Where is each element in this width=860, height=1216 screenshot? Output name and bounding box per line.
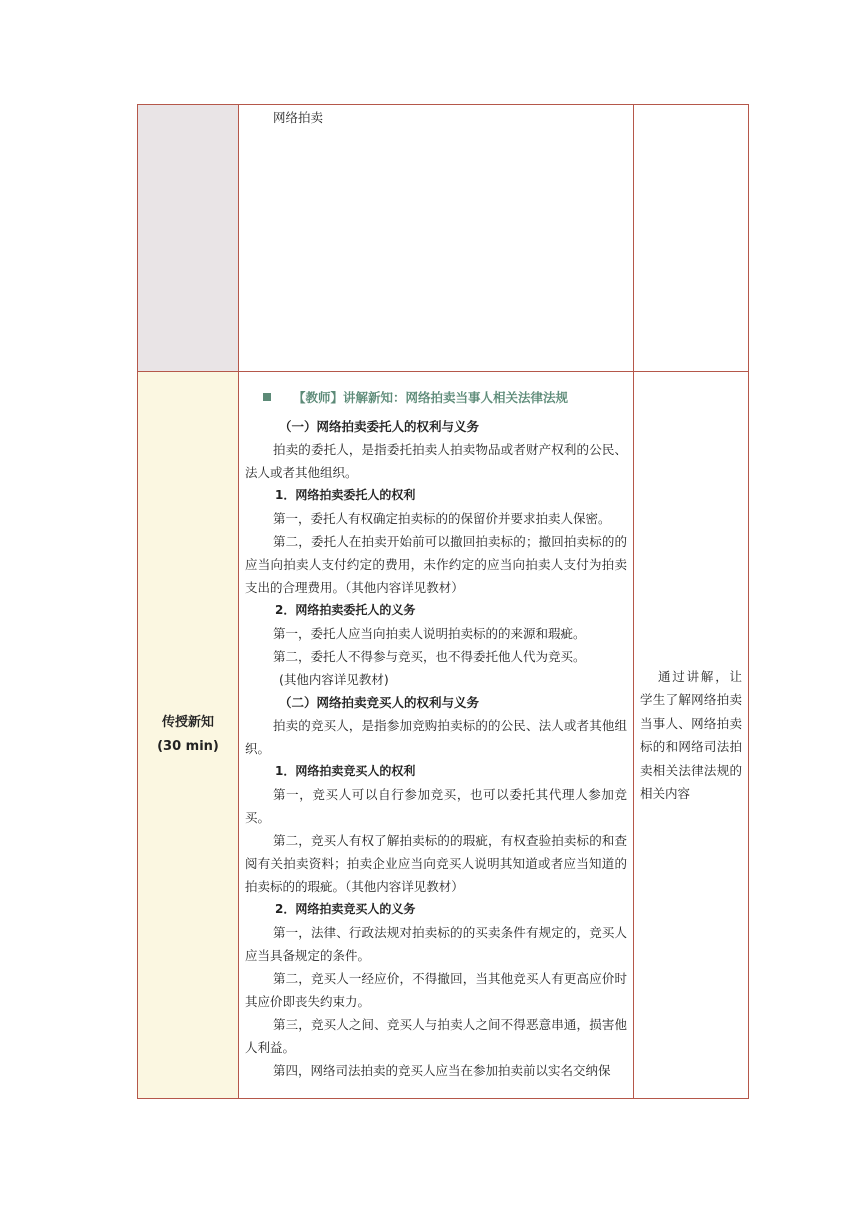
subsection-title: 2．网络拍卖委托人的义务 <box>275 603 416 617</box>
table-row <box>138 372 749 1099</box>
section-heading-text: 【教师】讲解新知：网络拍卖当事人相关法律法规 <box>293 390 569 405</box>
paragraph: 第二，委托人在拍卖开始前可以撤回拍卖标的；撤回拍卖标的的应当向拍卖人支付约定的费用，未作约定的应当向拍卖人支付为拍卖支出的合理费用。（其他内容详见教材） <box>245 534 627 595</box>
content-cell <box>239 105 634 372</box>
content-body <box>239 372 633 1098</box>
section-heading <box>245 386 627 409</box>
section-title: （一）网络拍卖委托人的权利与义务 <box>279 419 480 434</box>
content-text: 网络拍卖 <box>273 110 324 125</box>
paragraph: 第二，竞买人有权了解拍卖标的的瑕疵，有权查验拍卖标的和查阅有关拍卖资料；拍卖企业应当向竞买人说明其知道或者应当知道的拍卖标的的瑕疵。（其他内容详见教材） <box>245 833 627 894</box>
stage-cell <box>138 372 239 1099</box>
paragraph: 第一，法律、行政法规对拍卖标的的买卖条件有规定的，竞买人应当具备规定的条件。 <box>245 925 627 963</box>
paragraph: 第三，竞买人之间、竞买人与拍卖人之间不得恶意串通，损害他人利益。 <box>245 1017 627 1055</box>
paragraph: 拍卖的竞买人，是指参加竞购拍卖标的的公民、法人或者其他组织。 <box>245 718 627 756</box>
note-text: (其他内容详见教材) <box>279 672 389 687</box>
table-row <box>138 105 749 372</box>
section-title: （二）网络拍卖竞买人的权利与义务 <box>279 695 480 710</box>
paragraph: 第一，竞买人可以自行参加竞买，也可以委托其代理人参加竞买。 <box>245 787 627 825</box>
stage-label: 传授新知 <box>161 715 214 730</box>
square-bullet-icon <box>263 393 271 401</box>
stage-cell-empty <box>138 105 239 372</box>
aim-cell <box>634 372 749 1099</box>
paragraph: 第二，竞买人一经应价，不得撤回，当其他竞买人有更高应价时其应价即丧失约束力。 <box>245 971 627 1009</box>
subsection-title: 2．网络拍卖竞买人的义务 <box>275 902 416 916</box>
paragraph: 第四，网络司法拍卖的竞买人应当在参加拍卖前以实名交纳保 <box>273 1063 611 1078</box>
aim-text: 通过讲解，让学生了解网络拍卖当事人、网络拍卖标的和网络司法拍卖相关法律法规的相关内容 <box>640 668 742 801</box>
stage-time: (30 min) <box>157 739 219 754</box>
lesson-plan-table <box>137 104 749 1099</box>
subsection-title: 1．网络拍卖竞买人的权利 <box>275 764 416 778</box>
content-cell <box>239 372 634 1099</box>
paragraph: 第一，委托人应当向拍卖人说明拍卖标的的来源和瑕疵。 <box>273 626 586 641</box>
subsection-title: 1．网络拍卖委托人的权利 <box>275 488 416 502</box>
aim-cell-empty <box>634 105 749 372</box>
paragraph: 拍卖的委托人，是指委托拍卖人拍卖物品或者财产权利的公民、法人或者其他组织。 <box>245 442 627 480</box>
paragraph: 第一，委托人有权确定拍卖标的的保留价并要求拍卖人保密。 <box>273 511 611 526</box>
paragraph: 第二，委托人不得参与竞买，也不得委托他人代为竞买。 <box>273 649 586 664</box>
